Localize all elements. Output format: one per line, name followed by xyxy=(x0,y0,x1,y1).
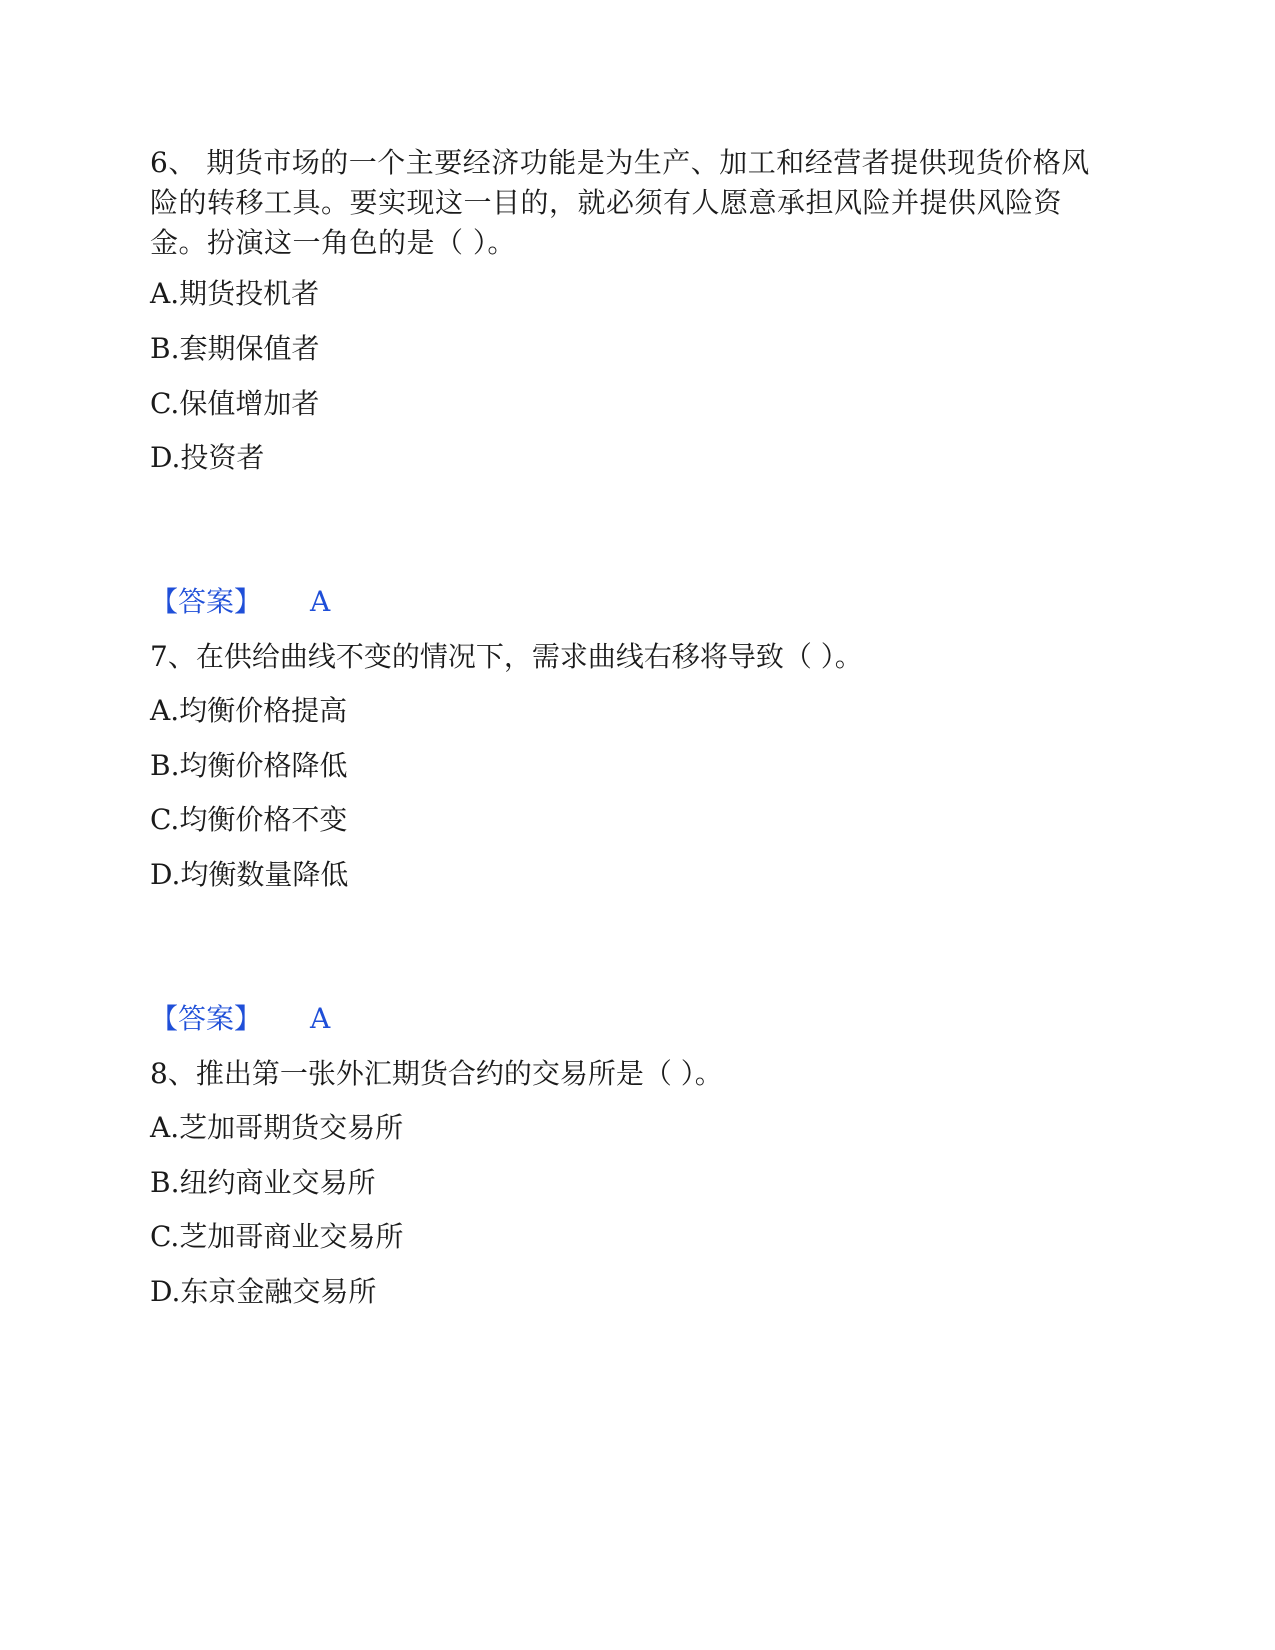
question-6-option-a: A.期货投机者 xyxy=(150,277,320,310)
question-6-option-d: D.投资者 xyxy=(150,441,265,474)
question-7-option-b: B.均衡价格降低 xyxy=(150,749,348,782)
question-8-option-b: B.纽约商业交易所 xyxy=(150,1166,376,1199)
question-7-stem: 7、在供给曲线不变的情况下，需求曲线右移将导致（ ）。 xyxy=(150,640,863,673)
answer-value: A xyxy=(310,1002,331,1035)
question-7-option-c: C.均衡价格不变 xyxy=(150,803,348,836)
answer-value: A xyxy=(310,585,331,618)
question-8-option-c: C.芝加哥商业交易所 xyxy=(150,1220,404,1253)
answer-label: 【答案】 xyxy=(150,1002,263,1035)
question-8-stem: 8、推出第一张外汇期货合约的交易所是（ ）。 xyxy=(150,1057,723,1090)
question-7-answer xyxy=(150,999,330,1039)
question-8-option-d: D.东京金融交易所 xyxy=(150,1275,377,1308)
answer-label: 【答案】 xyxy=(150,585,263,618)
question-6-answer xyxy=(150,582,330,622)
question-6-option-b: B.套期保值者 xyxy=(150,332,320,365)
question-7-option-d: D.均衡数量降低 xyxy=(150,858,349,891)
question-8-option-a: A.芝加哥期货交易所 xyxy=(150,1111,404,1144)
question-6-option-c: C.保值增加者 xyxy=(150,387,320,420)
question-6-stem: 6、 期货市场的一个主要经济功能是为生产、加工和经营者提供现货价格风险的转移工具。要实现这一目的，就必须有人愿意承担风险并提供风险资金。扮演这一角色的是（ ）。 xyxy=(150,146,1090,259)
question-7-option-a: A.均衡价格提高 xyxy=(150,694,348,727)
